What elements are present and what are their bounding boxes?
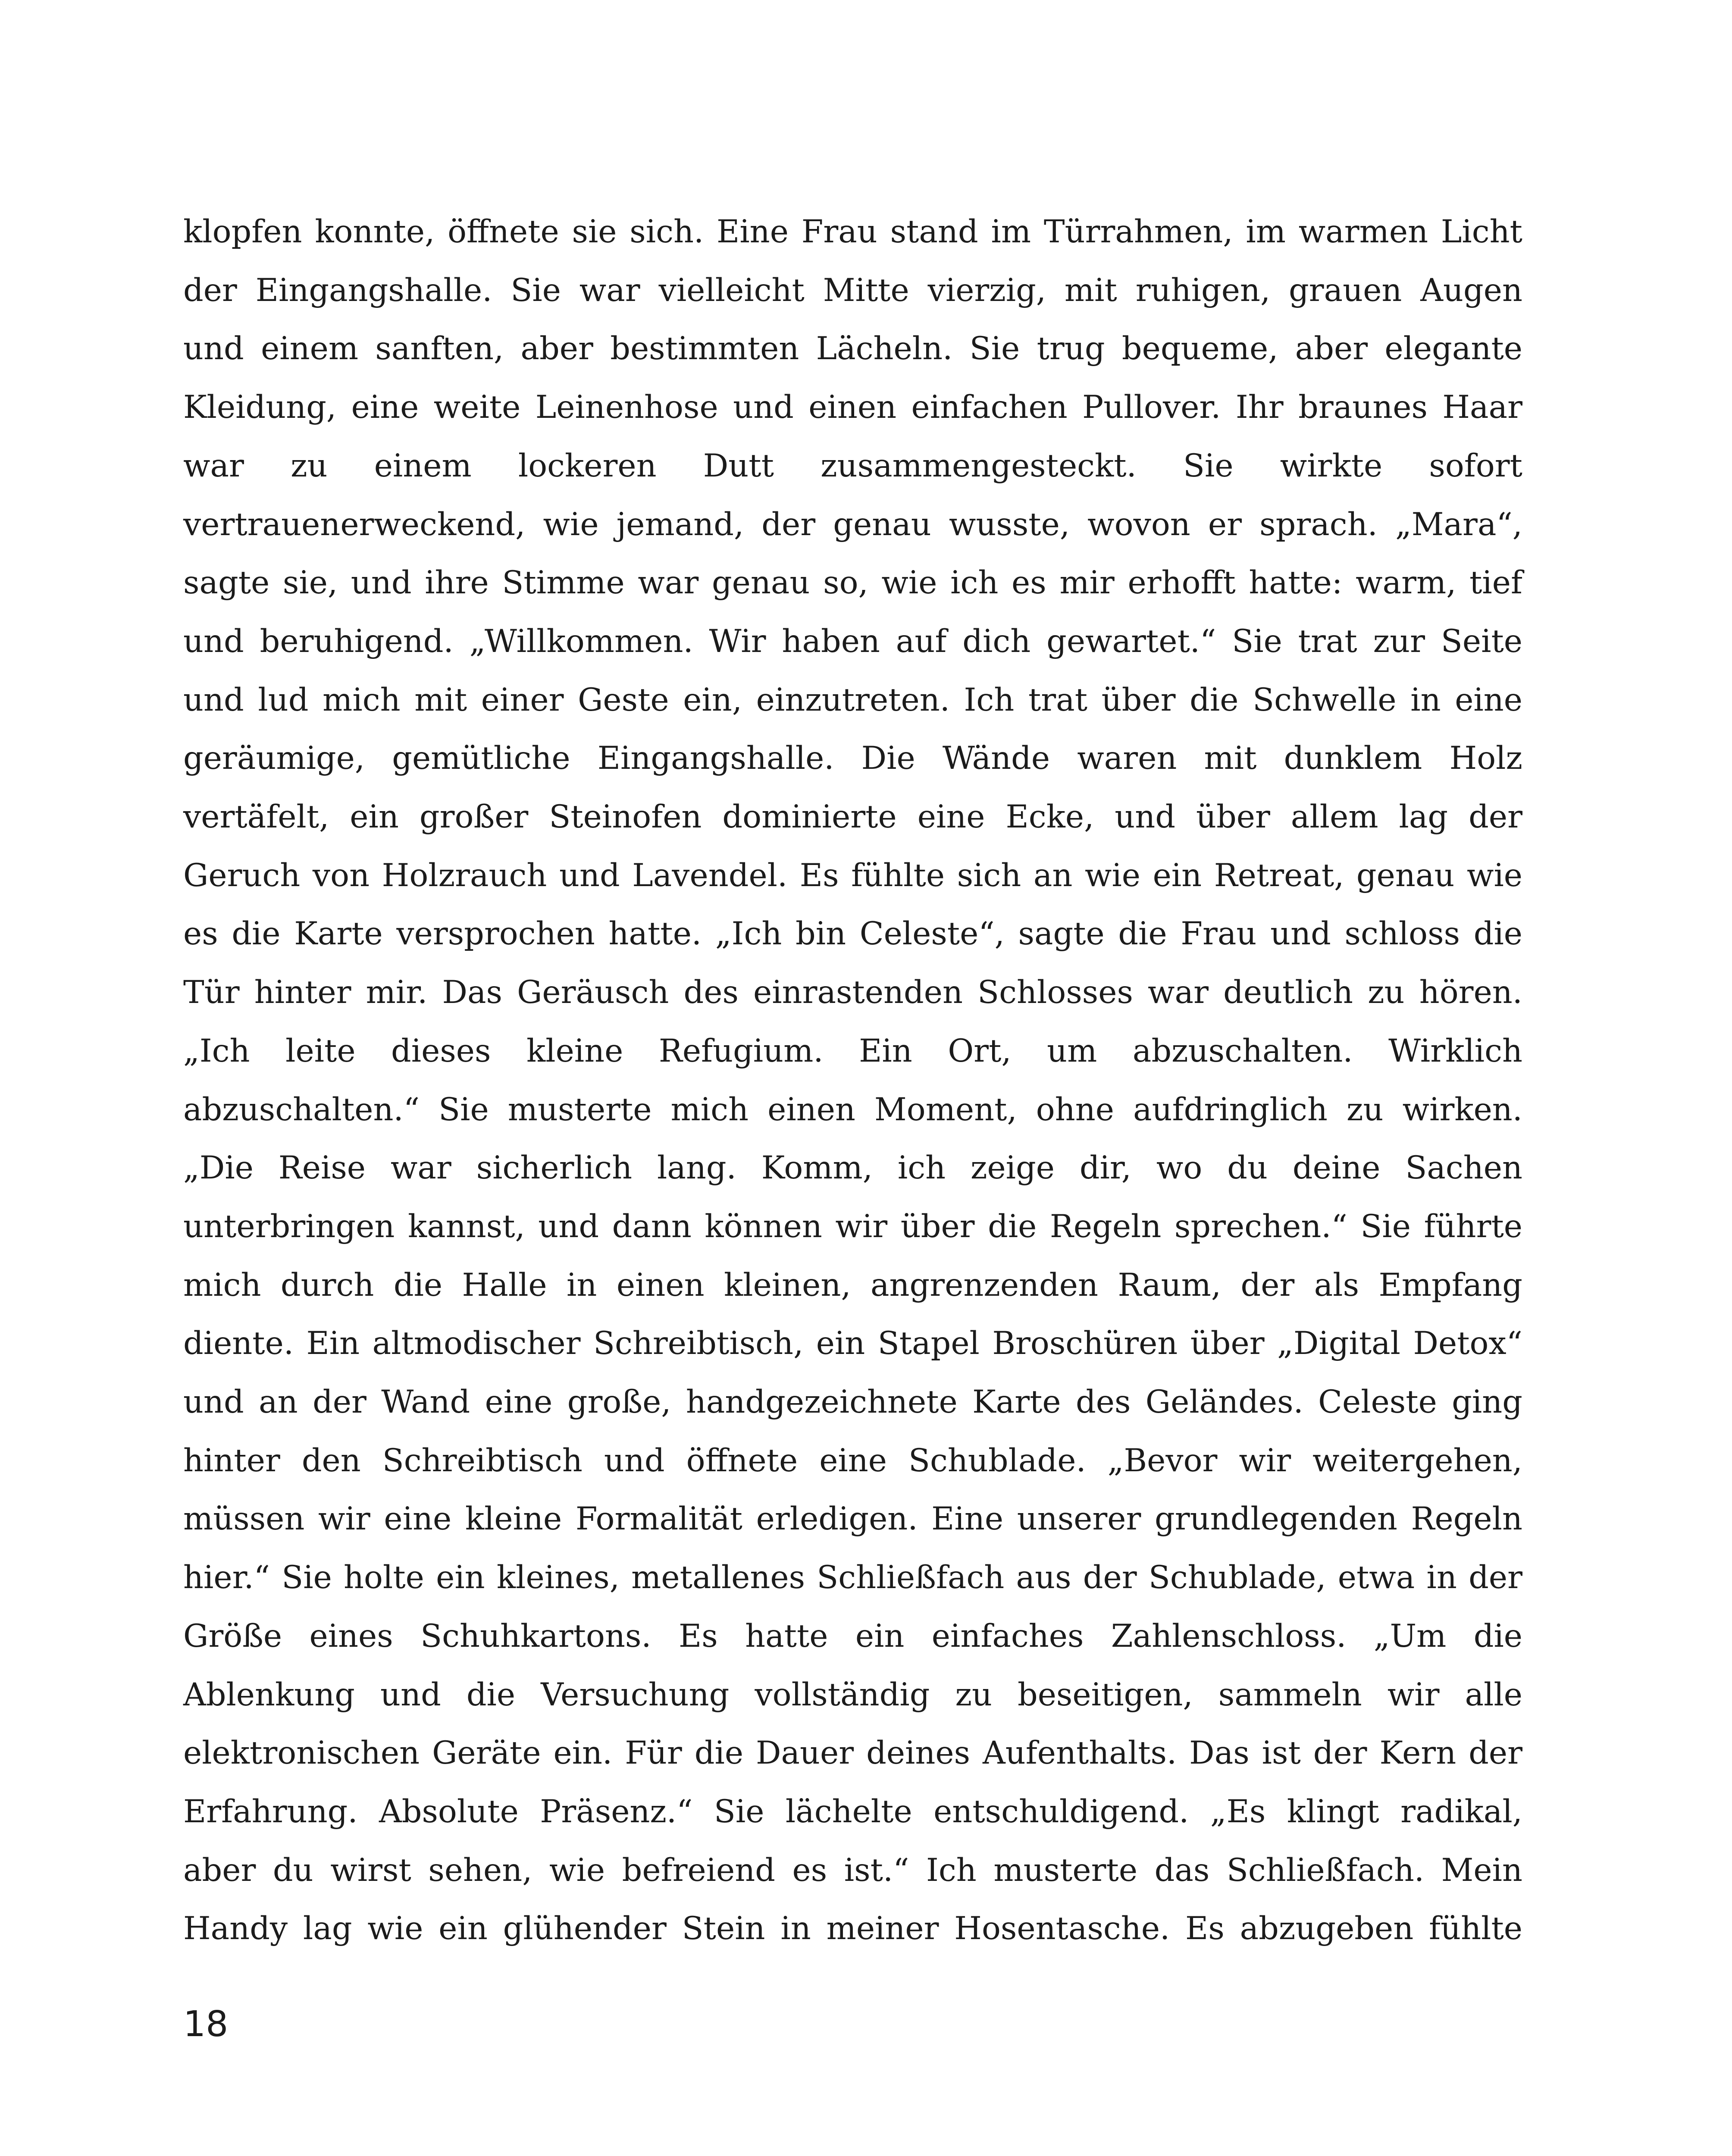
text-line: hier.“ Sie holte ein kleines, metallenes Schließfach aus der Schublade, etwa in der xyxy=(183,1559,1522,1596)
text-line: hinter den Schreibtisch und öffnete eine Schublade. „Bevor wir weitergehen, xyxy=(183,1442,1522,1479)
text-line: müssen wir eine kleine Formalität erledigen. Eine unserer grundlegenden Regeln xyxy=(183,1501,1522,1538)
text-line: Handy lag wie ein glühender Stein in meiner Hosentasche. Es abzugeben fühlte xyxy=(183,1910,1522,1947)
text-line: vertrauenerweckend, wie jemand, der genau wusste, wovon er sprach. „Mara“, xyxy=(183,506,1522,543)
text-line: war zu einem lockeren Dutt zusammengesteckt. Sie wirkte sofort xyxy=(183,447,1522,484)
text-line: „Ich leite dieses kleine Refugium. Ein Ort, um abzuschalten. Wirklich xyxy=(183,1032,1522,1069)
page-number: 18 xyxy=(183,2004,229,2045)
text-line: Ablenkung und die Versuchung vollständig zu beseitigen, sammeln wir alle xyxy=(183,1676,1522,1713)
text-line: aber du wirst sehen, wie befreiend es ist.“ Ich musterte das Schließfach. Mein xyxy=(183,1852,1522,1889)
text-line: Kleidung, eine weite Leinenhose und einen einfachen Pullover. Ihr braunes Haar xyxy=(183,389,1522,426)
text-line: „Die Reise war sicherlich lang. Komm, ich zeige dir, wo du deine Sachen xyxy=(183,1150,1522,1187)
text-line: und beruhigend. „Willkommen. Wir haben auf dich gewartet.“ Sie trat zur Seite xyxy=(183,623,1522,660)
text-line: unterbringen kannst, und dann können wir über die Regeln sprechen.“ Sie führte xyxy=(183,1208,1522,1245)
text-line: diente. Ein altmodischer Schreibtisch, ein Stapel Broschüren über „Digital Detox“ xyxy=(183,1325,1522,1362)
text-line: und einem sanften, aber bestimmten Lächeln. Sie trug bequeme, aber elegante xyxy=(183,330,1522,367)
text-line: klopfen konnte, öffnete sie sich. Eine Frau stand im Türrahmen, im warmen Licht xyxy=(183,213,1522,250)
text-line: geräumige, gemütliche Eingangshalle. Die Wände waren mit dunklem Holz xyxy=(183,740,1522,777)
text-line: sagte sie, und ihre Stimme war genau so, wie ich es mir erhofft hatte: warm, tief xyxy=(183,564,1522,602)
text-line: Erfahrung. Absolute Präsenz.“ Sie lächelte entschuldigend. „Es klingt radikal, xyxy=(183,1793,1522,1830)
text-line: abzuschalten.“ Sie musterte mich einen Moment, ohne aufdringlich zu wirken. xyxy=(183,1091,1522,1128)
text-line: Größe eines Schuhkartons. Es hatte ein einfaches Zahlenschloss. „Um die xyxy=(183,1617,1522,1655)
text-line: und lud mich mit einer Geste ein, einzutreten. Ich trat über die Schwelle in eine xyxy=(183,681,1522,718)
text-line: vertäfelt, ein großer Steinofen dominierte eine Ecke, und über allem lag der xyxy=(183,799,1522,836)
text-line: Geruch von Holzrauch und Lavendel. Es fühlte sich an wie ein Retreat, genau wie xyxy=(183,857,1522,894)
text-line: Tür hinter mir. Das Geräusch des einrastenden Schlosses war deutlich zu hören. xyxy=(183,974,1522,1011)
text-line: elektronischen Geräte ein. Für die Dauer deines Aufenthalts. Das ist der Kern der xyxy=(183,1735,1522,1772)
text-line: und an der Wand eine große, handgezeichnete Karte des Geländes. Celeste ging xyxy=(183,1384,1522,1421)
text-line: der Eingangshalle. Sie war vielleicht Mitte vierzig, mit ruhigen, grauen Augen xyxy=(183,272,1522,309)
text-line: es die Karte versprochen hatte. „Ich bin Celeste“, sagte die Frau und schloss die xyxy=(183,915,1522,953)
body-paragraph xyxy=(183,203,1522,1958)
text-line: mich durch die Halle in einen kleinen, angrenzenden Raum, der als Empfang xyxy=(183,1266,1522,1304)
